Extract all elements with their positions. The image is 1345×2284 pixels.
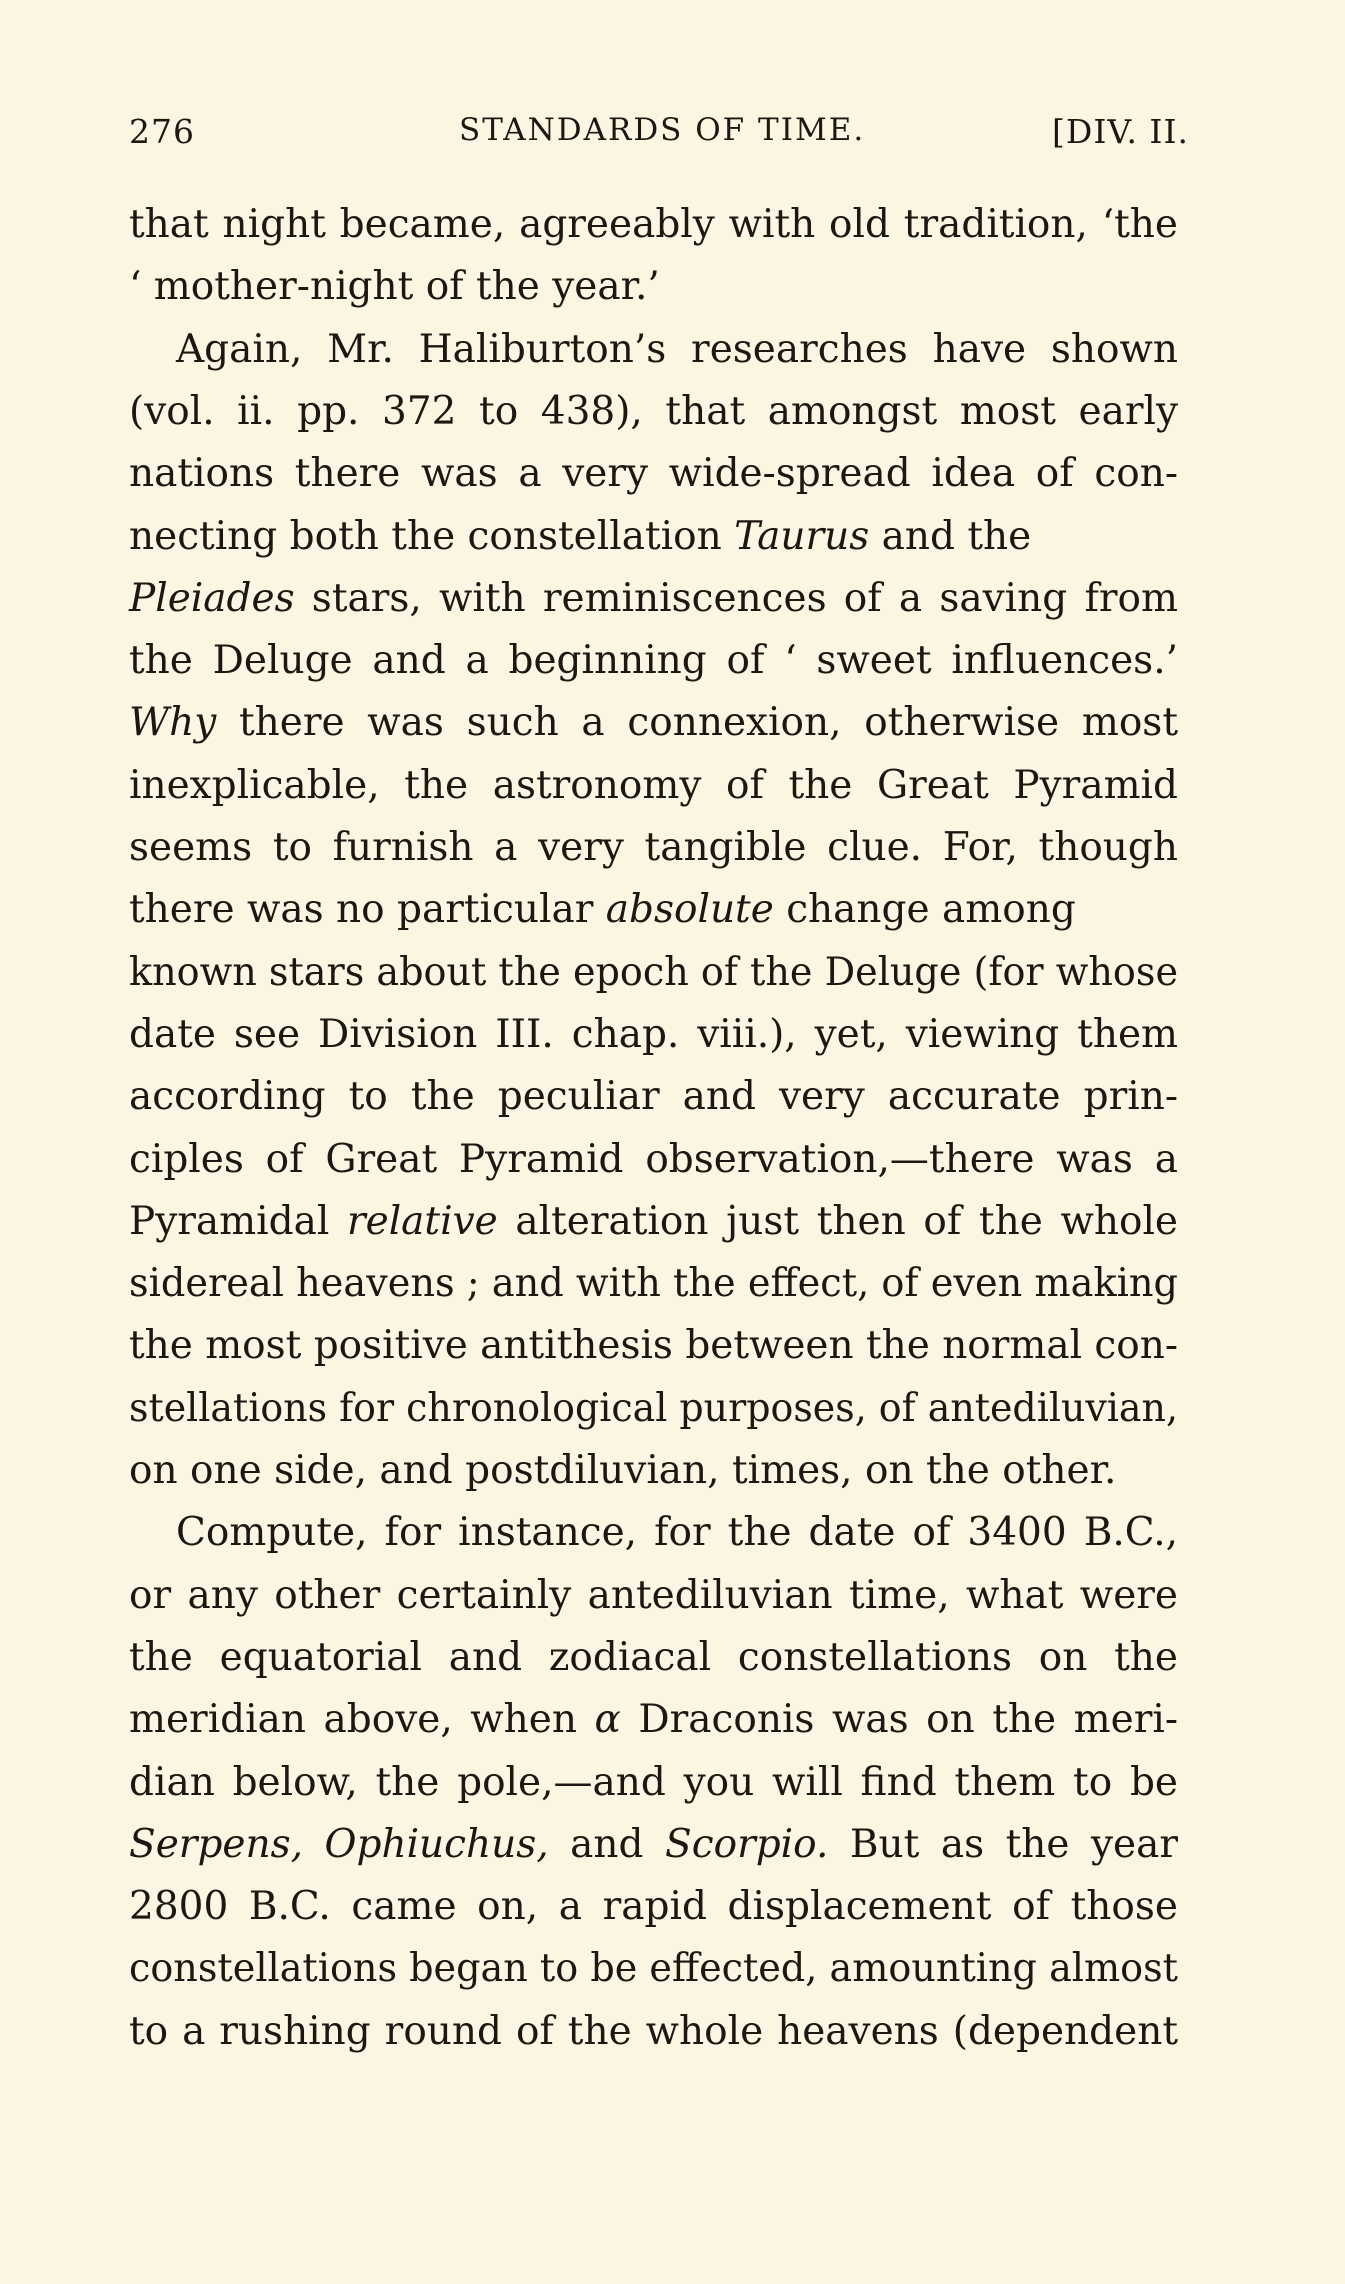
page-number: 276 bbox=[129, 112, 195, 151]
text-line: Serpens, Ophiuchus, and Scorpio. But as the year bbox=[129, 1821, 1178, 1867]
text-line: the equatorial and zodiacal constellations on the bbox=[129, 1634, 1178, 1680]
division-reference: [DIV. II. bbox=[1052, 112, 1189, 151]
text-line: inexplicable, the astronomy of the Great Pyramid bbox=[129, 762, 1178, 808]
text-line: seems to furnish a very tangible clue. For, though bbox=[129, 825, 1178, 870]
text-line: there was no particular absolute change among bbox=[129, 887, 1076, 933]
text-line: 2800 B.C. came on, a rapid displacement of those bbox=[129, 1884, 1178, 1930]
paragraph-start-line: Compute, for instance, for the date of 3400 B.C., bbox=[176, 1510, 1178, 1556]
text-line: stellations for chronological purposes, of antediluvian, bbox=[129, 1385, 1178, 1431]
text-line: on one side, and postdiluvian, times, on the other. bbox=[129, 1448, 1117, 1493]
text-line: Pyramidal relative alteration just then of the whole bbox=[129, 1198, 1178, 1244]
text-line: according to the peculiar and very accurate prin- bbox=[129, 1074, 1178, 1120]
text-line: dian below, the pole,—and you will find them to be bbox=[129, 1759, 1178, 1805]
running-title: STANDARDS OF TIME. bbox=[459, 112, 866, 148]
text-line: date see Division III. chap. viii.), yet, viewing them bbox=[129, 1011, 1178, 1057]
page-header bbox=[129, 112, 1189, 162]
text-line: to a rushing round of the whole heavens (dependent bbox=[129, 2008, 1178, 2054]
text-line: ciples of Great Pyramid observation,—there was a bbox=[129, 1136, 1178, 1182]
text-line: Why there was such a connexion, otherwise most bbox=[129, 700, 1178, 746]
text-line: that night became, agreeably with old tradition, ‘the bbox=[129, 202, 1178, 247]
text-line: constellations began to be effected, amounting almost bbox=[129, 1946, 1178, 1992]
paragraph-start-line: Again, Mr. Haliburton’s researches have shown bbox=[176, 326, 1178, 372]
text-line: (vol. ii. pp. 372 to 438), that amongst most early bbox=[129, 388, 1178, 434]
text-line: nations there was a very wide-spread idea of con- bbox=[129, 451, 1178, 497]
text-line: necting both the constellation Taurus and the bbox=[129, 513, 1032, 559]
text-line: or any other certainly antediluvian time, what were bbox=[129, 1572, 1178, 1618]
text-line: sidereal heavens ; and with the effect, of even making bbox=[129, 1261, 1178, 1307]
text-line: the Deluge and a beginning of ‘ sweet influences.’ bbox=[129, 638, 1178, 684]
text-line: ‘ mother-night of the year.’ bbox=[129, 264, 660, 310]
text-line: meridian above, when α Draconis was on the meri- bbox=[129, 1697, 1178, 1743]
text-line: known stars about the epoch of the Deluge (for whose bbox=[129, 949, 1178, 995]
text-line: Pleiades stars, with reminiscences of a saving from bbox=[129, 575, 1178, 621]
text-line: the most positive antithesis between the normal con- bbox=[129, 1323, 1178, 1369]
